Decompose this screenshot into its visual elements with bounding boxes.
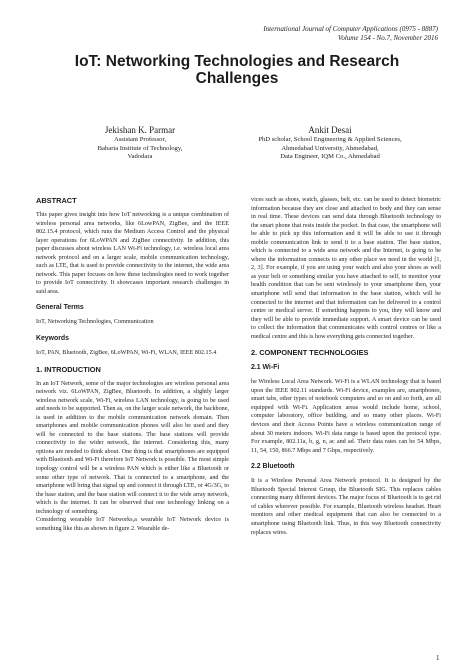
introduction-text-2: Considering wearable IoT Networks,a wearable IoT Network device is something like this as shown in figure 2. Wearable de- (36, 517, 229, 532)
bluetooth-heading: 2.2 Bluetooth (251, 463, 295, 471)
abstract-heading: ABSTRACT (36, 196, 77, 205)
title-line-2: Challenges (195, 70, 279, 87)
author-2 (215, 124, 445, 162)
keywords-text: IoT, PAN, Bluetooth, ZigBee, 6LoWPAN, Wi-Fi, WLAN, IEEE 802.15.4 (36, 350, 217, 357)
general-terms-heading: General Terms (36, 304, 84, 312)
paper-title (60, 53, 414, 87)
introduction-continued: vices such as shoes, watch, glasses, belt, etc. can be used to detect biometric information because they are close and attached to body and they can sense in real time. These devices can send data through Bluetooth technology to the smart phone that rests inside the pocket. In that case, the smartphone will be able to pick up this information and it will be able to use it through mobile communication link to send it to a base station. The base station, which is connected to a wide area network and the Internet, is going to be where the information connects to any other place we need in the world [1, 2, 3]. For example, if you are using your watch and also your shoes as well as your belt or something similar you have attached to self, to monitor your health condition that can be sent wirelessly to your smartphone then, your smartphone will send that information to the base station, which will be connected to the internet and that information can be delivered to a control centre or medical server. If something happens to you, they will know and they will be able to provide immediate support. A smart device can be used to collect the information that communicates with control centres or like a medical centre and this is how everything gets connected together. (251, 197, 441, 340)
keywords-heading: Keywords (36, 335, 69, 343)
author-2-affiliation-1: PhD scholar, School Engineering & Applied Sciences, (258, 136, 402, 143)
introduction-text: In an IoT Network, some of the major technologies are wireless personal area network viz. 6LoWPAN, ZigBee, Bluetooth. In addition, a slightly larger wireless network scale, Wi-Fi, wireless LAN technology, is going to be used and needs to be supported. Then as, on the larger scale network, the backbone, is used in addition to the mobile communication network domain. Then smartphones and mobile communication phones will also be used and they will be connected to the base stations. The base stations will provide connectivity to the wider network, the internet. Considering this, many options are needed to think about. One thing is that smartphones are equipped with Bluetooth and Wi-Fi therefore IoT Network is possible. The most simple topology control will be a wireless PAN which is either like a Bluetooth or some other type of network. That is connected to a smartphone, and the smartphone will bring that signal up and connect it through LTE, or 4G/3G, to the base station, and the base station will connect it to the wide array network, which is the internet. It can be observed that one technology linking on a technology of something. (36, 380, 229, 515)
wifi-heading: 2.1 Wi-Fi (251, 364, 280, 372)
wifi-text: he Wireless Local Area Network. Wi-Fi is a WLAN technology that is based upon the IEEE 802.11 standards. Wi-Fi device, examples are, smartphones, smart tabs, other types of notebook computers and so on and so forth, are all equipped with Wi-Fi. Application areas would include home, school, computer laboratory, office building, and so many other places. Wi-Fi devices and their Access Points have a wireless communication range of about 30 meters indoors. Wi-Fi data range is based upon the protocol type. For example, 802.11a, b, g, n, ac and ad. Their data rates can be 54 Mbps, 11, 54, 150, 866.7 Mbps and 7 Gbps, respectively. (251, 379, 441, 454)
journal-name: International Journal of Computer Applications (0975 - 8887) (263, 25, 438, 33)
journal-header (263, 25, 438, 43)
author-1-name: Jekishan K. Parmar (104, 125, 176, 135)
bluetooth-text: It is a Wireless Personal Area Network protocol. It is designed by the Bluetooth Special Interest Group, the Bluetooth SIG. This replaces cables connecting many different devices. The major focus of Bluetooth is to get rid of cables wherever possible. For example, Bluetooth wireless headset. Heart monitors and other medical equipment that can also be connected to a smartphone using Bluetooth link. Thus, in this way Bluetooth connectivity replaces wires. (251, 478, 441, 536)
author-2-affiliation-2: Ahmedabad University, Ahmedabad, (281, 144, 379, 152)
author-1-affiliation-3: Vadodara (127, 153, 153, 161)
author-1 (60, 124, 220, 162)
author-1-affiliation-2: Babaria Institute of Technology, (97, 144, 183, 152)
journal-volume: Volume 154 - No.7, November 2016 (337, 34, 438, 42)
page-number: 1 (436, 654, 440, 662)
right-column (251, 196, 441, 537)
component-technologies-heading: 2. COMPONENT TECHNOLOGIES (251, 348, 369, 358)
introduction-heading: 1. INTRODUCTION (36, 364, 101, 374)
author-1-affiliation-1: Assistant Professor, (113, 136, 167, 143)
abstract-text: This paper gives insight into how IoT networking is a unique combination of wireless personal area networks, like 6LowPAN, ZigBee, and the IEEE 802.15.4 protocol, which runs the Medium Access Control and the physical layer operations for 6LoWPAN and ZigBee connectivity. In addition, this paper discusses about wireless LAN Wi-Fi technology, i.e. wireless local area network protocol and on a larger scale, mobile communication technology, such as LTE, that is used to provide connectivity to the internet, the wide area network. This paper focuses on how these technologies need to work together to provide IoT connectivity. It showcases important research challenges in said area. (36, 212, 229, 295)
title-line-1: IoT: Networking Technologies and Research (74, 53, 400, 70)
left-column (36, 196, 229, 533)
author-2-name: Ankit Desai (308, 125, 352, 135)
general-terms-text: IoT, Networking Technologies, Communication (36, 319, 154, 326)
author-2-affiliation-3: Data Engineer, IQM Co., Ahmedabad (280, 153, 380, 161)
